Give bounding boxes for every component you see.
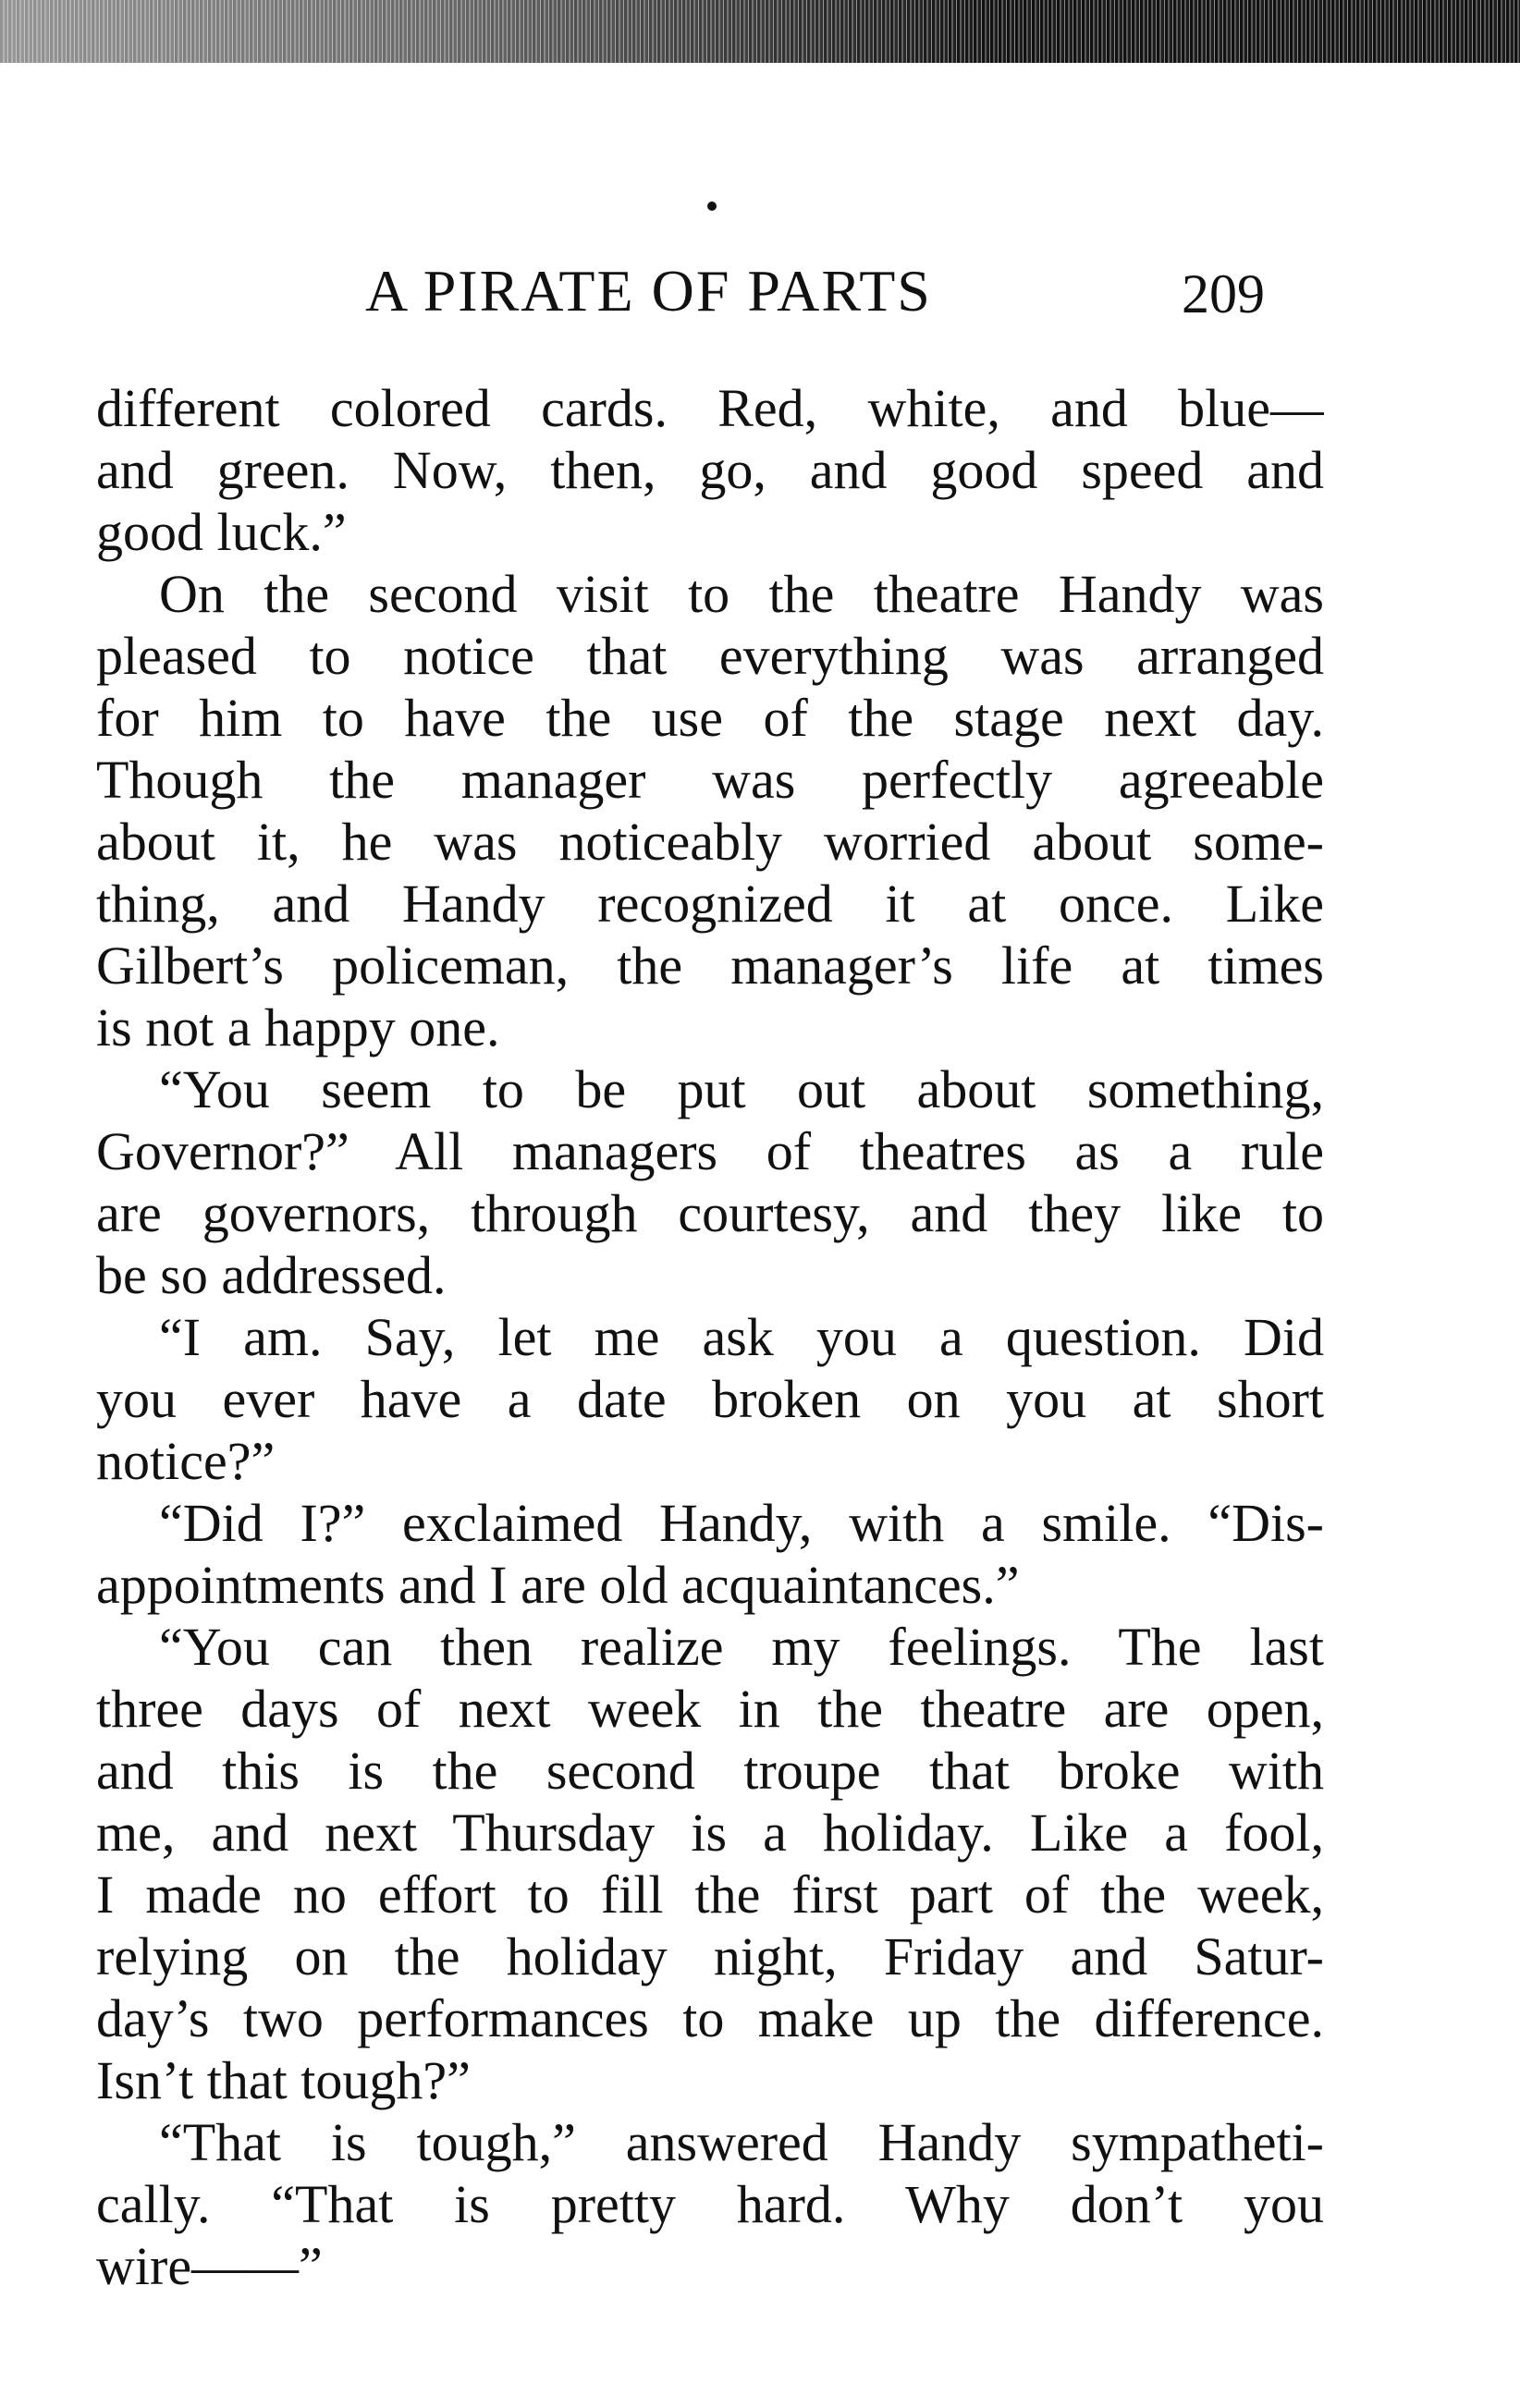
text-line: “You can then realize my feelings. The last — [159, 1617, 1324, 1677]
text-line: “You seem to be put out about something, — [159, 1059, 1324, 1119]
text-line: notice?” — [96, 1431, 276, 1491]
text-line: and green. Now, then, go, and good speed and — [96, 440, 1324, 500]
text-line: day’s two performances to make up the difference. — [96, 1988, 1324, 2048]
text-line: “I am. Say, let me ask you a question. Did — [159, 1307, 1324, 1367]
text-line: me, and next Thursday is a holiday. Like a fool, — [96, 1803, 1324, 1863]
ink-speck — [707, 202, 717, 211]
text-line: be so addressed. — [96, 1245, 447, 1305]
text-line: are governors, through courtesy, and they like to — [96, 1183, 1324, 1243]
body-text — [96, 377, 1324, 2297]
text-line: and this is the second troupe that broke with — [96, 1741, 1324, 1801]
scan-edge-artifact — [0, 0, 1520, 63]
text-line: I made no effort to fill the first part of the week, — [96, 1864, 1324, 1925]
text-line: good luck.” — [96, 502, 347, 562]
text-line: relying on the holiday night, Friday and Satur- — [96, 1926, 1324, 1986]
text-line: is not a happy one. — [96, 997, 500, 1057]
page-header — [0, 257, 1520, 331]
text-line: three days of next week in the theatre are open, — [96, 1679, 1324, 1739]
text-line: you ever have a date broken on you at short — [96, 1369, 1324, 1429]
text-line: appointments and I are old acquaintances.” — [96, 1555, 1020, 1615]
text-line: thing, and Handy recognized it at once. Like — [96, 874, 1324, 934]
text-line: wire——” — [96, 2236, 323, 2296]
text-line: different colored cards. Red, white, and blue— — [96, 378, 1324, 438]
text-line: Though the manager was perfectly agreeable — [96, 750, 1324, 810]
text-line: Governor?” All managers of theatres as a rule — [96, 1121, 1324, 1181]
text-line: for him to have the use of the stage next day. — [96, 688, 1324, 748]
text-line: On the second visit to the theatre Handy was — [159, 564, 1324, 624]
text-line: cally. “That is pretty hard. Why don’t you — [96, 2174, 1324, 2234]
text-line: pleased to notice that everything was arranged — [96, 626, 1324, 686]
text-line: Isn’t that tough?” — [96, 2050, 471, 2110]
text-line: Gilbert’s policeman, the manager’s life at times — [96, 935, 1324, 996]
text-line: “Did I?” exclaimed Handy, with a smile. “Dis- — [159, 1493, 1324, 1553]
text-line: “That is tough,” answered Handy sympatheti- — [159, 2112, 1324, 2172]
text-line: about it, he was noticeably worried about some- — [96, 812, 1324, 872]
running-title: A PIRATE OF PARTS — [365, 258, 932, 324]
page-number: 209 — [1182, 263, 1265, 324]
